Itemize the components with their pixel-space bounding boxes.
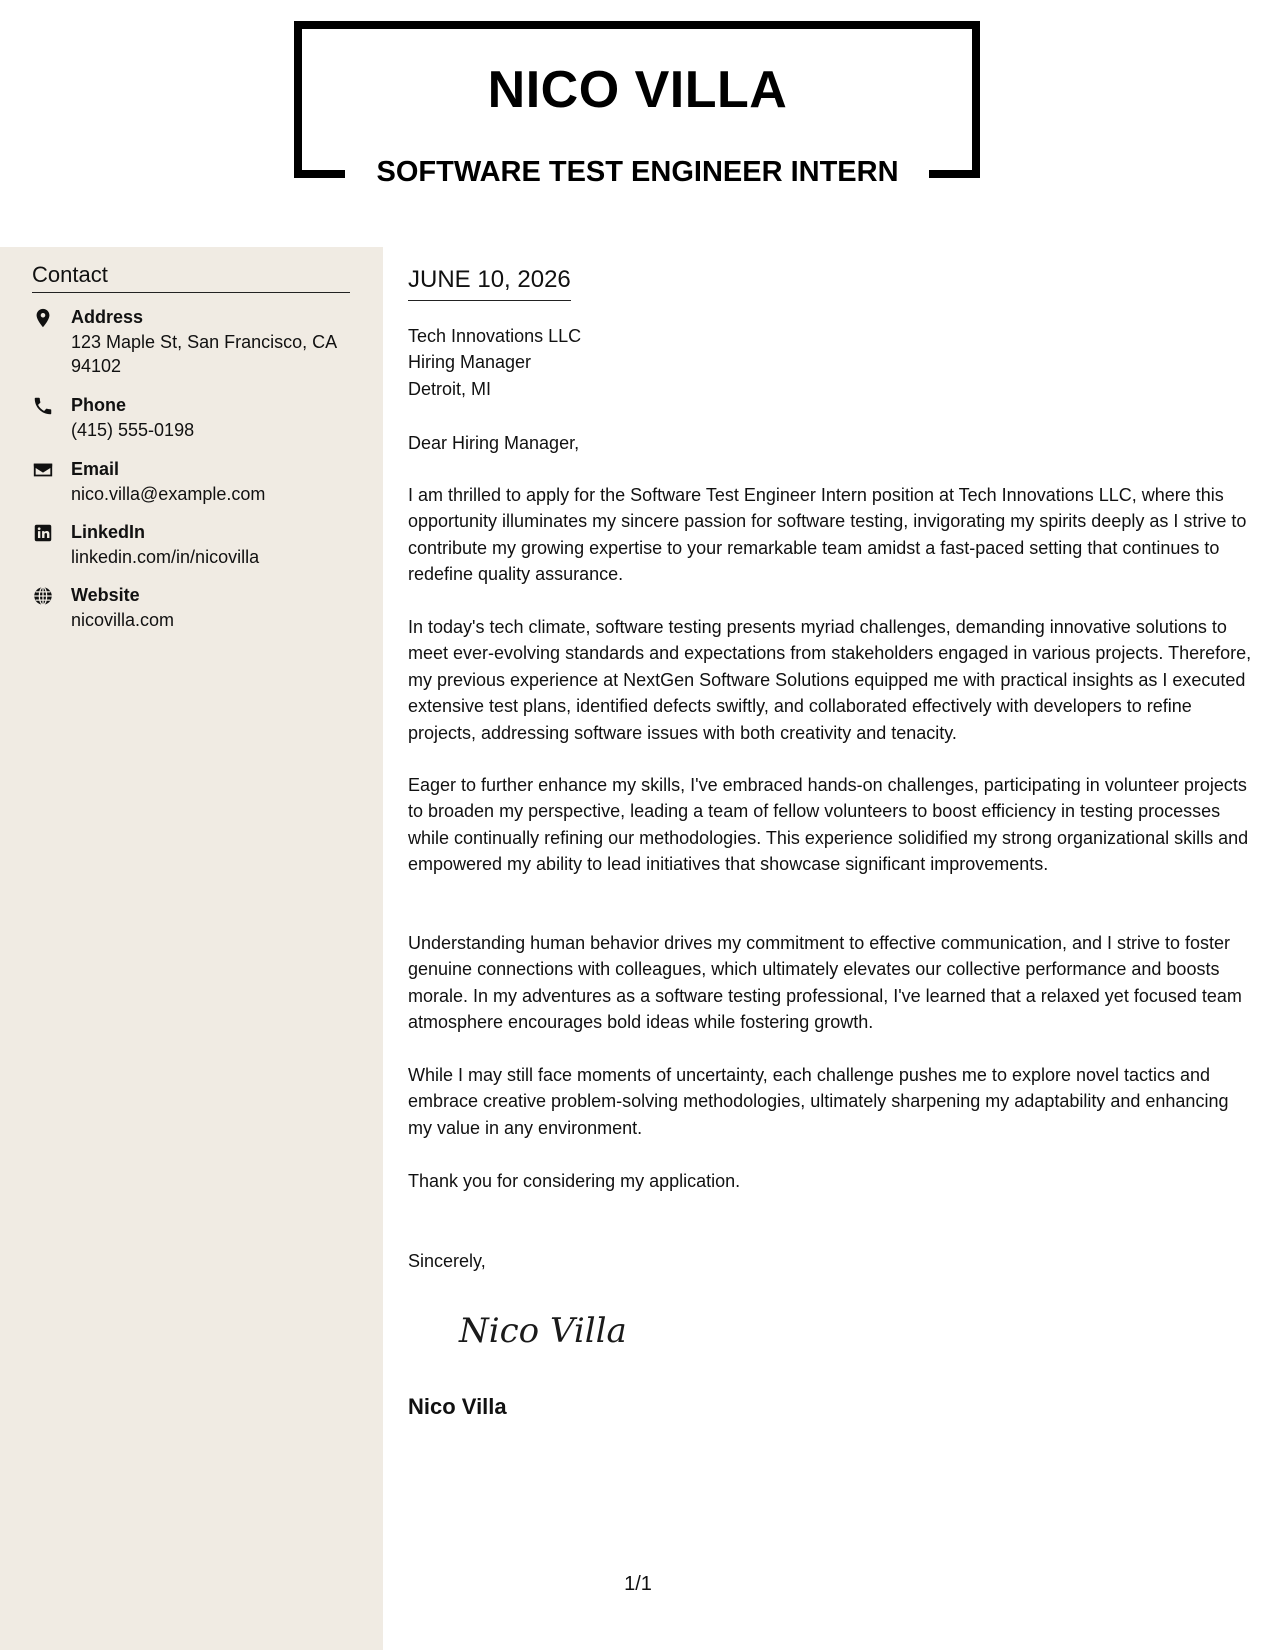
letter-date: JUNE 10, 2026 [408,265,571,301]
paragraph-3: Eager to further enhance my skills, I've embraced hands-on challenges, participating in volunteer projects to broaden my perspective, leading a team of fellow volunteers to boost efficiency in testing processes while continually refining our methodologies. This experience solidified my strong organizational skills and empowered my ability to lead initiatives that showcase significant improvements. [408,775,1249,875]
contact-label: Address [71,307,144,327]
paragraph-4: Understanding human behavior drives my commitment to effective communication, and I strive to foster genuine connections with colleagues, which ultimately elevates our collective performance and boosts morale. In my adventures as a software testing professional, I've learned that a relaxed yet focused team atmosphere encourages bold ideas while fostering growth. [408,933,1242,1033]
job-title: SOFTWARE TEST ENGINEER INTERN [376,156,899,188]
paragraph-5: While I may still face moments of uncertainty, each challenge pushes me to explore novel tactics and embrace creative problem-solving methodologies, ultimately sharpening my adaptability and enhancing my value in any environment. [408,1065,1229,1138]
contact-sidebar [0,247,383,1650]
contact-label: Email [71,459,120,479]
signature-text: Nico Villa [459,1311,627,1351]
contact-value: (415) 555-0198 [71,420,195,440]
recipient-title: Hiring Manager [408,352,532,372]
envelope-icon [32,459,54,481]
paragraph-1: I am thrilled to apply for the Software Test Engineer Intern position at Tech Innovations LLC, where this opportunity illuminates my sincere passion for software testing, invigorating my spirits deeply as I strive to contribute my growing expertise to your remarkable team amidst a fast-paced setting that continues to redefine quality assurance. [408,485,1247,585]
paragraph-6: Thank you for considering my application. [408,1171,741,1191]
contact-value[interactable]: nicovilla.com [71,610,175,630]
contact-label: Website [71,585,140,605]
frame-top-bar [294,21,980,29]
page-number: 1/1 [624,1573,652,1595]
signer-name: Nico Villa [408,1394,507,1419]
contact-label: Phone [71,395,127,415]
globe-icon [32,585,54,607]
location-pin-icon [32,307,54,329]
salutation: Dear Hiring Manager, [408,433,580,453]
signature-image [455,1300,635,1356]
contact-value[interactable]: nico.villa@example.com [71,484,266,504]
contact-value[interactable]: linkedin.com/in/nicovilla [71,547,260,567]
contact-heading: Contact [32,261,350,293]
applicant-name: NICO VILLA [487,61,788,119]
phone-icon [32,395,54,417]
recipient-company: Tech Innovations LLC [408,326,582,346]
paragraph-2: In today's tech climate, software testing presents myriad challenges, demanding innovative solutions to meet ever-evolving standards and expectations from stakeholders engaged in various projects. Therefore, my previous experience at NextGen Software Solutions equipped me with practical insights as I executed extensive test plans, identified defects swiftly, and collaborated effectively with developers to refine projects, addressing software issues with both creativity and tenacity. [408,617,1252,743]
contact-label: LinkedIn [71,522,146,542]
linkedin-icon [32,522,54,544]
closing: Sincerely, [408,1251,486,1271]
contact-value: 123 Maple St, San Francisco, CA 94102 [71,332,337,376]
recipient-location: Detroit, MI [408,379,492,399]
